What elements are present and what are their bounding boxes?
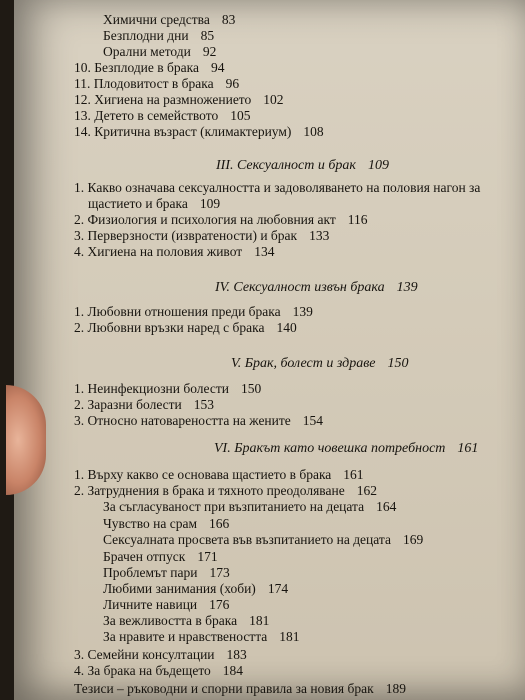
toc-entry-title: Орални методи: [103, 44, 191, 59]
toc-entry-page: 139: [396, 280, 418, 295]
toc-entry-page: 181: [279, 629, 300, 644]
toc-entry: [74, 180, 480, 196]
toc-entry-title: Химични средства: [103, 12, 210, 27]
toc-entry-page: 161: [457, 441, 479, 456]
toc-entry-page: 139: [292, 304, 313, 319]
toc-entry-title: 1. Любовни отношения преди брака: [74, 304, 281, 319]
toc-entry: [74, 228, 329, 244]
toc-entry-page: 116: [347, 212, 368, 227]
toc-entry-page: 105: [230, 108, 251, 123]
toc-entry: [103, 28, 214, 44]
toc-entry-title: Любими занимания (хоби): [103, 581, 256, 596]
toc-entry-title: IV. Сексуалност извън брака: [215, 280, 385, 295]
toc-entry-title: 1. Неинфекциозни болести: [74, 381, 229, 396]
toc-entry-page: 161: [343, 467, 364, 482]
toc-entry: [74, 124, 324, 140]
toc-entry-page: 134: [254, 244, 275, 259]
toc-entry-title: 4. За брака на бъдещето: [74, 663, 211, 678]
toc-entry-title: 2. Любовни връзки наред с брака: [74, 320, 265, 335]
toc-entry-title: 2. Заразни болести: [74, 397, 182, 412]
toc-entry-page: 154: [302, 413, 324, 428]
toc-entry-page: 176: [209, 597, 230, 612]
toc-entry-title: 13. Детето в семейството: [74, 108, 219, 123]
toc-entry: [74, 397, 214, 413]
toc-heading: [231, 356, 409, 372]
toc-entry: [103, 565, 230, 581]
toc-entry-title: Сексуалната просвета във възпитанието на децата: [103, 532, 391, 547]
toc-entry: [74, 304, 313, 320]
toc-entry: [74, 467, 364, 483]
toc-entry: [103, 499, 396, 515]
toc-entry-title: 11. Плодовитост в брака: [74, 76, 214, 91]
toc-entry-page: 133: [309, 228, 330, 243]
toc-entry: [74, 76, 239, 92]
toc-entry-page: 181: [249, 613, 270, 628]
toc-entry-page: 184: [222, 663, 244, 678]
toc-entry-title: 2. Затруднения в брака и тяхното преодоляване: [74, 483, 345, 498]
toc-entry: [103, 549, 218, 565]
toc-entry-title: Чувство на срам: [103, 516, 197, 531]
book-page: [14, 0, 525, 700]
toc-entry-title: 12. Хигиена на размножението: [74, 92, 252, 107]
toc-entry-page: 173: [209, 565, 230, 580]
toc-entry-title: 3. Перверзности (извратености) и брак: [74, 228, 298, 243]
toc-entry-page: 102: [263, 92, 284, 107]
toc-entry: [103, 613, 269, 629]
toc-entry-page: 164: [376, 499, 397, 514]
toc-heading: [216, 158, 389, 174]
toc-entry: [74, 681, 406, 697]
toc-entry: [103, 581, 288, 597]
toc-entry: [74, 320, 297, 336]
toc-entry-title: 3. Относно натовареността на жените: [74, 413, 291, 428]
toc-entry: [103, 44, 216, 60]
toc-entry-page: 83: [221, 12, 236, 27]
toc-entry: [103, 532, 423, 548]
toc-entry-title: Брачен отпуск: [103, 549, 186, 564]
toc-entry: [88, 196, 220, 212]
toc-entry-title: Безплодни дни: [103, 28, 189, 43]
toc-entry: [103, 12, 235, 28]
toc-entry-page: 166: [209, 516, 230, 531]
toc-entry-page: 109: [199, 196, 221, 211]
toc-entry-page: 150: [240, 381, 262, 396]
toc-entry-page: 174: [267, 581, 289, 596]
toc-entry: [74, 60, 224, 76]
toc-entry-title: 4. Хигиена на половия живот: [74, 244, 243, 259]
toc-entry: [74, 108, 250, 124]
toc-entry: [74, 413, 323, 429]
toc-entry-title: За вежливостта в брака: [103, 613, 238, 628]
toc-entry-title: Личните навици: [103, 597, 198, 612]
toc-entry-page: 169: [402, 532, 424, 547]
toc-entry: [103, 629, 300, 645]
toc-entry-page: 171: [197, 549, 218, 564]
toc-entry-page: 189: [385, 681, 406, 696]
toc-entry-title: V. Брак, болест и здраве: [231, 356, 376, 371]
toc-entry-title: 14. Критична възраст (климактериум): [74, 124, 292, 139]
toc-entry: [74, 647, 247, 663]
toc-entry: [74, 483, 377, 499]
toc-entry-title: 1. Какво означава сексуалността и задоволяването на половия нагон за: [74, 180, 481, 195]
toc-entry: [74, 212, 368, 228]
toc-entry-page: 150: [387, 356, 409, 371]
toc-entry-page: 109: [367, 158, 389, 173]
toc-entry-page: 108: [303, 124, 324, 139]
toc-heading: [214, 441, 478, 457]
toc-entry-page: 140: [276, 320, 297, 335]
toc-entry-title: 3. Семейни консултации: [74, 647, 215, 662]
toc-entry: [74, 92, 284, 108]
toc-entry: [74, 244, 274, 260]
toc-entry-page: 92: [202, 44, 217, 59]
toc-entry: [74, 663, 243, 679]
toc-entry-title: За съгласуваност при възпитанието на децата: [103, 499, 365, 514]
toc-entry-page: 183: [226, 647, 247, 662]
toc-entry-title: За нравите и нравствеността: [103, 629, 268, 644]
toc-entry-title: VI. Бракът като човешка потребност: [214, 441, 446, 456]
toc-entry: [103, 516, 229, 532]
toc-entry-title: 1. Върху какво се основава щастието в брака: [74, 467, 332, 482]
toc-heading: [215, 280, 418, 296]
toc-entry: [103, 597, 229, 613]
toc-entry-page: 153: [193, 397, 215, 412]
toc-entry-title: III. Сексуалност и брак: [216, 158, 356, 173]
toc-entry-title: Проблемът пари: [103, 565, 198, 580]
toc-entry-title: 2. Физиология и психология на любовния акт: [74, 212, 336, 227]
toc-entry-page: 96: [225, 76, 240, 91]
toc-entry-page: 85: [200, 28, 215, 43]
toc-entry-title: Тезиси – ръководни и спорни правила за новия брак: [74, 681, 374, 696]
toc-entry-page: 94: [210, 60, 225, 75]
toc-entry-title: щастието и брака: [88, 196, 188, 211]
toc-entry: [74, 381, 261, 397]
thumb: [6, 385, 46, 495]
toc-entry-title: 10. Безплодие в брака: [74, 60, 199, 75]
toc-entry-page: 162: [356, 483, 377, 498]
